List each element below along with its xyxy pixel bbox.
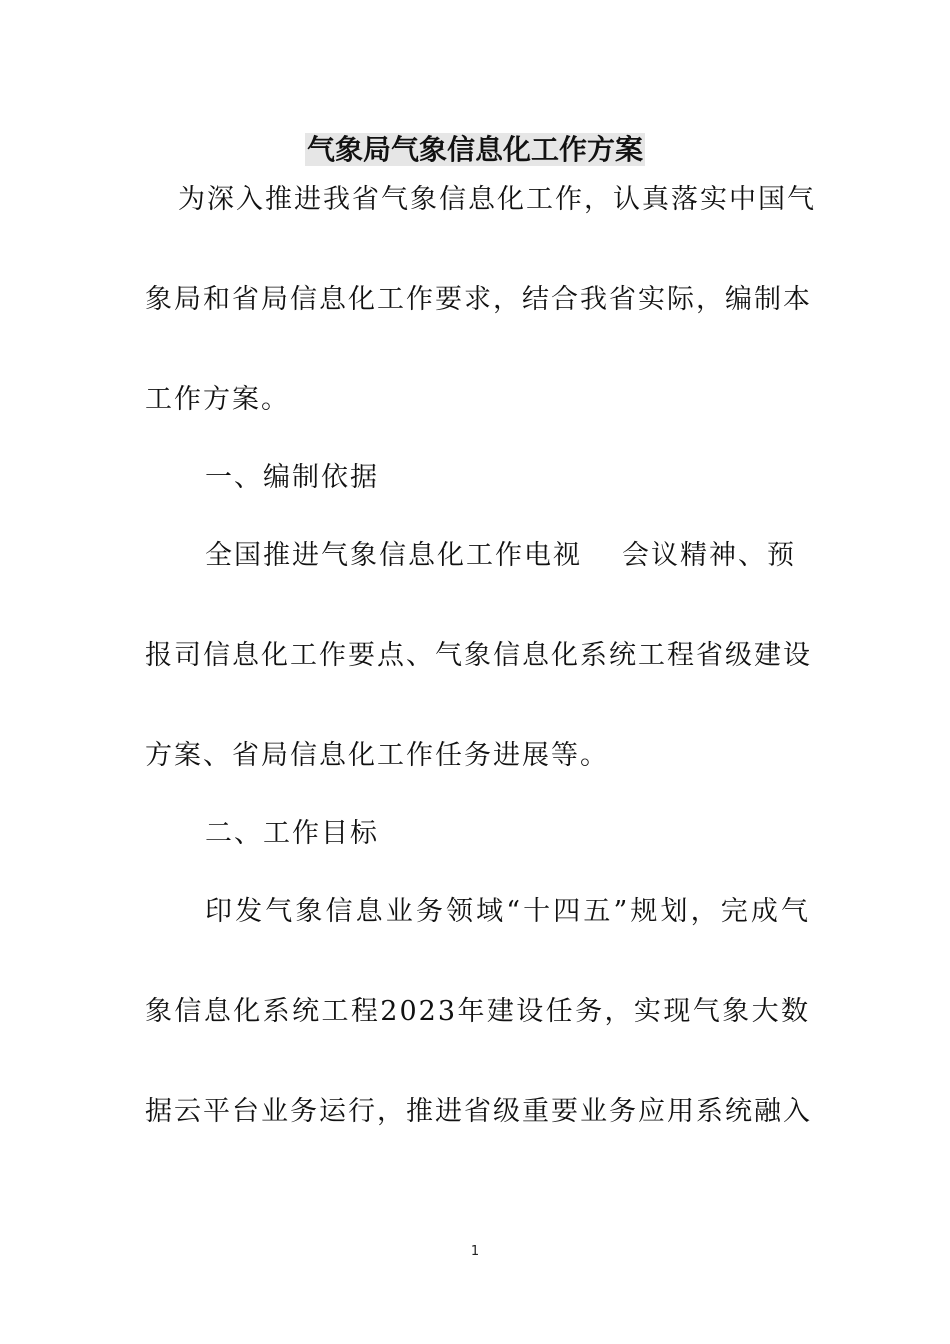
document-title (0, 130, 950, 170)
section-heading: 一、编制依据 (205, 462, 379, 493)
paragraph-line: 报司信息化工作要点、气象信息化系统工程省级建设 (145, 640, 812, 671)
paragraph-line: 工作方案。 (145, 384, 290, 415)
paragraph-line: 据云平台业务运行，推进省级重要业务应用系统融入 (145, 1096, 812, 1127)
paragraph-line-part: 全国推进气象信息化工作电视 (205, 540, 582, 571)
document-title-text: 气象局气象信息化工作方案 (306, 133, 643, 166)
paragraph-line: 为深入推进我省气象信息化工作，认真落实中国气 (178, 184, 816, 215)
paragraph-line: 方案、省局信息化工作任务进展等。 (145, 740, 609, 771)
paragraph-line-part: 会议精神、预 (622, 540, 796, 571)
paragraph-line: 印发气象信息业务领域“十四五”规划，完成气 (205, 896, 810, 927)
paragraph-line: 象信息化系统工程2023年建设任务，实现气象大数 (145, 996, 810, 1027)
section-heading: 二、工作目标 (205, 818, 379, 849)
page-number: 1 (470, 1244, 480, 1259)
paragraph-line (145, 536, 810, 576)
paragraph-line: 象局和省局信息化工作要求，结合我省实际，编制本 (145, 284, 812, 315)
